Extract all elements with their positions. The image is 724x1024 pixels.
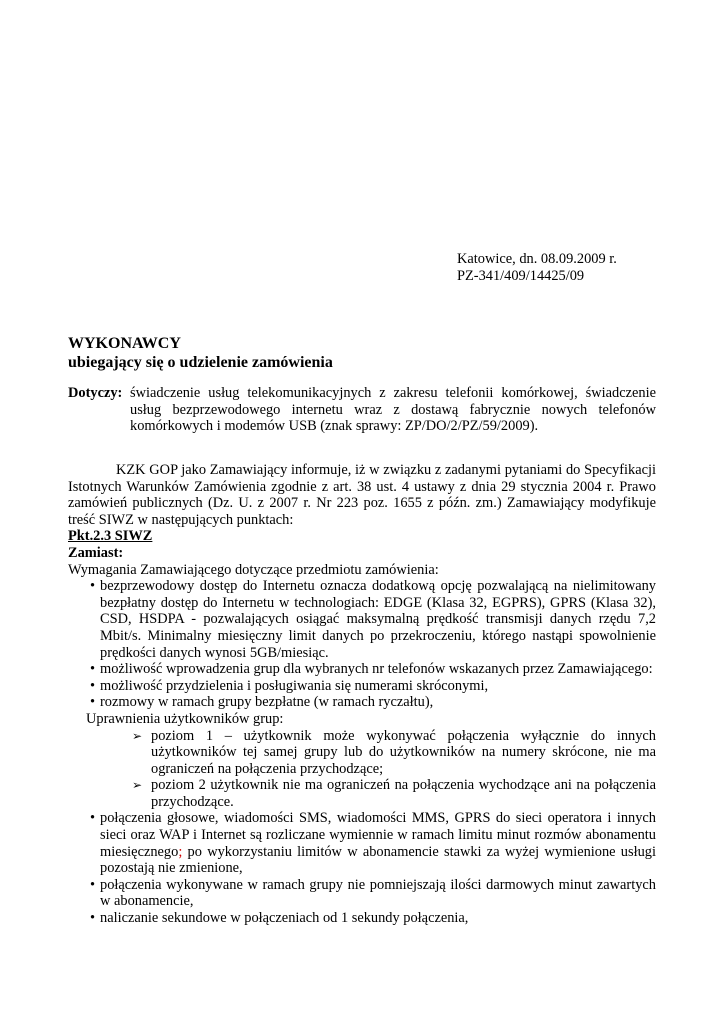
list-item: • możliwość wprowadzenia grup dla wybranych nr telefonów wskazanych przez Zamawiającego: [100, 661, 656, 678]
intro-paragraph: KZK GOP jako Zamawiający informuje, iż w związku z zadanymi pytaniami do Specyfikacji Istotnych Warunków Zamówienia zgodnie z art. 38 ust. 4 ustawy z dnia 29 stycznia 2004 r. Prawo zamówień publicznych (Dz. U. z 2007 r. Nr 223 poz. 1655 z późn. zm.) Zamawiający modyfikuje treść SIWZ w następujących punktach: [68, 462, 656, 528]
list-item: • połączenia wykonywane w ramach grupy nie pomniejszają ilości darmowych minut zawartych w abonamencie, [100, 877, 656, 910]
list-item: • rozmowy w ramach grupy bezpłatne (w ramach ryczałtu), [100, 694, 656, 711]
subject-label: Dotyczy: [68, 385, 123, 401]
permissions-label: Uprawnienia użytkowników grup: [86, 710, 284, 727]
letter-header [457, 251, 617, 284]
billing-list [68, 810, 656, 926]
red-semicolon: ; [178, 843, 183, 860]
instead-label: Zamiast: [68, 544, 124, 561]
billing-text-part2: po wykorzystaniu limitów w abonamencie stawki za wyżej wymienione usługi pozostają nie zmienione, [100, 843, 656, 877]
permission-levels-list [68, 728, 656, 811]
subject-block [68, 385, 656, 435]
list-item: ➢ poziom 1 – użytkownik może wykonywać połączenia wyłącznie do innych użytkowników tej samej grupy lub do użytkowników na numery skrócone, nie ma ograniczeń na połączenia przychodzące; [151, 728, 656, 778]
subject-text: świadczenie usług telekomunikacyjnych z zakresu telefonii komórkowej, świadczenie usług bezprzewodowego internetu wraz z dostawą fabrycznie nowych telefonów komórkowych i modemów USB (znak sprawy: ZP/DO/2/PZ/59/2009). [130, 385, 656, 435]
billing-text-part1: połączenia głosowe, wiadomości SMS, wiadomości MMS, GPRS do sieci operatora i innych sieci oraz WAP i Internet są rozliczane wymiennie w ramach limitu minut rozmów abonamentu miesięcznego [100, 810, 656, 860]
document-body [68, 462, 656, 927]
recipient-subtitle: ubiegający się o udzielenie zamówienia [68, 354, 333, 371]
recipient-title: WYKONAWCY [68, 335, 181, 352]
list-item: ➢ poziom 2 użytkownik nie ma ograniczeń na połączenia wychodzące ani na połączenia przychodzące. [151, 777, 656, 810]
list-item: • naliczanie sekundowe w połączeniach od 1 sekundy połączenia, [100, 910, 656, 927]
requirements-list [68, 578, 656, 711]
list-item: • bezprzewodowy dostęp do Internetu oznacza dodatkową opcję pozwalającą na nielimitowany bezpłatny dostęp do Internetu w technologiach: EDGE (Klasa 32, EGPRS), GPRS (Klasa 32), CSD, HSDPA - pozwalających osiągać maksymalną prędkość transmisji danych rzędu 7,2 Mbit/s. Minimalny miesięczny limit danych po przekroczeniu, którego nastąpi spowolnienie prędkości danych wynosi 5GB/miesiąc. [100, 578, 656, 661]
list-item [100, 810, 656, 876]
requirements-intro: Wymagania Zamawiającego dotyczące przedmiotu zamówienia: [68, 561, 439, 578]
reference-number: PZ-341/409/14425/09 [457, 267, 585, 284]
recipient-block [68, 334, 333, 372]
list-item: • możliwość przydzielenia i posługiwania się numerami skróconymi, [100, 678, 656, 695]
section-heading: Pkt.2.3 SIWZ [68, 528, 153, 545]
place-date: Katowice, dn. 08.09.2009 r. [457, 251, 617, 267]
